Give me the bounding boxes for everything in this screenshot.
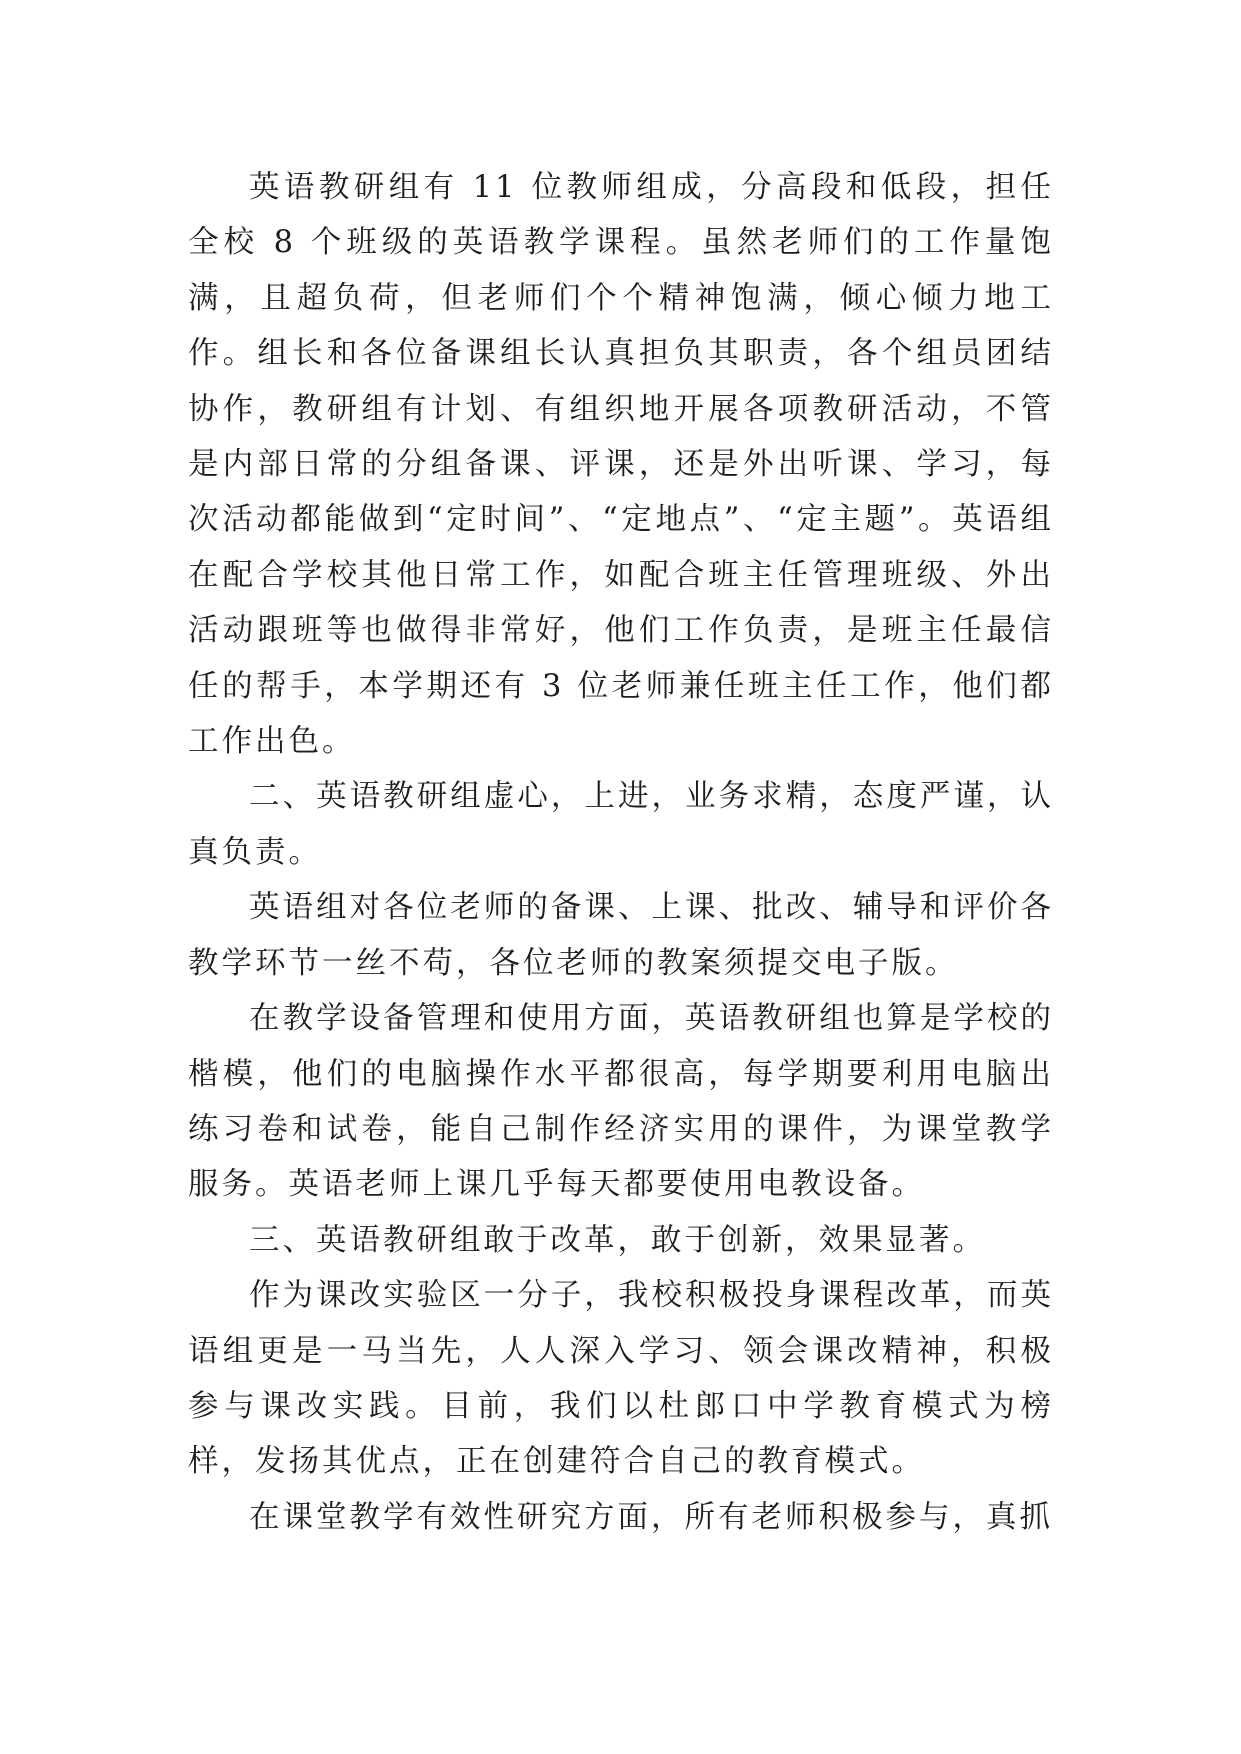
paragraph-section-three-heading: 三、英语教研组敢于改革，敢于创新，效果显著。 — [249, 1222, 986, 1258]
paragraph-curriculum-reform: 作为课改实验区一分子，我校积极投身课程改革，而英语组更是一马当先，人人深入学习、领会课改精神，积极参与课改实践。目前，我们以杜郎口中学教育模式为榜样，发扬其优点，正在创建符合自己的教育模式。 — [188, 1278, 1054, 1480]
paragraph-section-two-heading: 二、英语教研组虚心，上进，业务求精，态度严谨，认真负责。 — [188, 779, 1054, 870]
paragraph-classroom-effectiveness: 在课堂教学有效性研究方面，所有老师积极参与，真抓 — [249, 1499, 1053, 1535]
paragraph-equipment-use: 在教学设备管理和使用方面，英语教研组也算是学校的楷模，他们的电脑操作水平都很高，每学期要利用电脑出练习卷和试卷，能自己制作经济实用的课件，为课堂教学服务。英语老师上课几乎每天都要使用电教设备。 — [188, 1001, 1054, 1203]
paragraph-team-overview: 英语教研组有 11 位教师组成，分高段和低段，担任全校 8 个班级的英语教学课程。虽然老师们的工作量饱满，且超负荷，但老师们个个精神饱满，倾心倾力地工作。组长和各位备课组长认真担负其职责，各个组员团结协作，教研组有计划、有组织地开展各项教研活动，不管是内部日常的分组备课、评课，还是外出听课、学习，每次活动都能做到“定时间”、“定地点”、“定主题”。英语组在配合学校其他日常工作，如配合班主任管理班级、外出活动跟班等也做得非常好，他们工作负责，是班主任最信任的帮手，本学期还有 3 位老师兼任班主任工作，他们都工作出色。 — [188, 170, 1054, 760]
document-body — [188, 160, 1054, 1545]
paragraph-lesson-preparation: 英语组对各位老师的备课、上课、批改、辅导和评价各教学环节一丝不苟，各位老师的教案须提交电子版。 — [188, 890, 1054, 981]
